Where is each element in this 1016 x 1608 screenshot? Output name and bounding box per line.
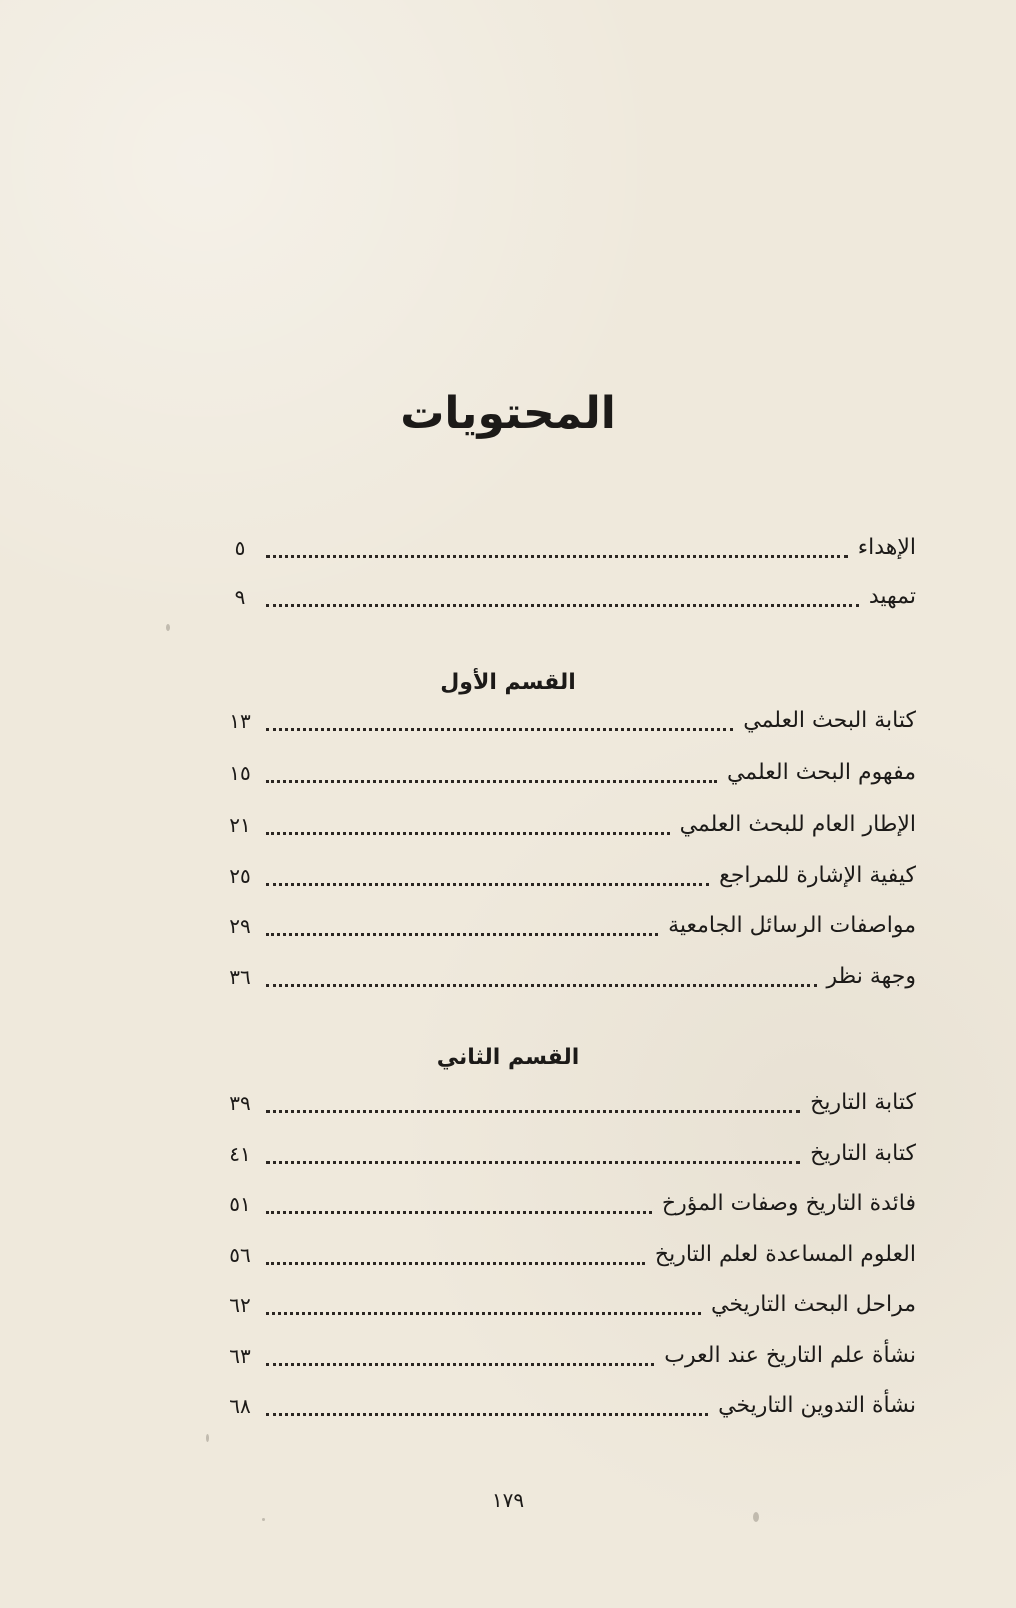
toc-entry[interactable] bbox=[224, 756, 916, 790]
dot-leader bbox=[266, 1310, 701, 1315]
dot-leader bbox=[266, 1411, 708, 1416]
toc-entry[interactable] bbox=[224, 960, 916, 994]
toc-entry-title: فائدة التاريخ وصفات المؤرخ bbox=[661, 1191, 916, 1216]
toc-entry-title: مواصفات الرسائل الجامعية bbox=[668, 913, 916, 938]
dot-leader bbox=[266, 1159, 800, 1164]
toc-entry-title: كيفية الإشارة للمراجع bbox=[719, 863, 916, 888]
section-title: القسم الأول bbox=[440, 670, 576, 695]
dot-leader bbox=[266, 830, 670, 835]
toc-entry[interactable] bbox=[224, 1288, 916, 1322]
paper-speck bbox=[166, 624, 170, 631]
dot-leader bbox=[266, 931, 658, 936]
dot-leader bbox=[266, 778, 717, 783]
toc-entry[interactable] bbox=[224, 704, 916, 738]
dot-leader bbox=[266, 1260, 645, 1265]
toc-entry-page: ٣٦ bbox=[229, 965, 251, 989]
toc-entry-title: كتابة البحث العلمي bbox=[743, 708, 916, 733]
toc-entry[interactable] bbox=[224, 808, 916, 842]
toc-entry[interactable] bbox=[224, 1187, 916, 1221]
dot-leader bbox=[266, 1361, 654, 1366]
toc-entry-page: ٣٩ bbox=[229, 1091, 251, 1115]
toc-entry-title: نشأة علم التاريخ عند العرب bbox=[664, 1343, 916, 1368]
toc-entry-page: ٢١ bbox=[229, 813, 251, 837]
toc-entry-page: ٩ bbox=[234, 585, 246, 609]
dot-leader bbox=[266, 1108, 800, 1113]
dot-leader bbox=[266, 881, 709, 886]
toc-entry-title: نشأة التدوين التاريخي bbox=[718, 1393, 916, 1418]
toc-entry[interactable] bbox=[224, 859, 916, 893]
toc-entry-page: ١٣ bbox=[229, 709, 251, 733]
toc-entry[interactable] bbox=[224, 1137, 916, 1171]
toc-entry[interactable] bbox=[224, 909, 916, 943]
toc-entry-page: ٥ bbox=[234, 536, 246, 560]
page-number: ١٧٩ bbox=[491, 1488, 525, 1512]
toc-entry-title: وجهة نظر bbox=[826, 964, 916, 989]
toc-entry-title: كتابة التاريخ bbox=[810, 1141, 916, 1166]
dot-leader bbox=[266, 726, 733, 731]
toc-entry[interactable] bbox=[224, 580, 916, 614]
page-title: المحتويات bbox=[400, 388, 616, 439]
section-title: القسم الثاني bbox=[436, 1045, 580, 1070]
toc-entry-title: كتابة التاريخ bbox=[810, 1090, 916, 1115]
paper-speck bbox=[206, 1434, 209, 1442]
toc-entry-page: ٢٩ bbox=[229, 914, 251, 938]
toc-entry-title: مراحل البحث التاريخي bbox=[711, 1292, 916, 1317]
paper-speck bbox=[753, 1512, 759, 1522]
toc-entry-title: العلوم المساعدة لعلم التاريخ bbox=[654, 1242, 916, 1267]
toc-entry-page: ٥٦ bbox=[229, 1243, 251, 1267]
toc-entry-page: ٦٣ bbox=[229, 1344, 251, 1368]
toc-entry-page: ٥١ bbox=[229, 1192, 251, 1216]
toc-entry-title: مفهوم البحث العلمي bbox=[726, 760, 916, 785]
toc-entry[interactable] bbox=[224, 1339, 916, 1373]
dot-leader bbox=[266, 602, 859, 607]
toc-entry-title: الإهداء bbox=[857, 535, 916, 560]
toc-entry-title: الإطار العام للبحث العلمي bbox=[679, 812, 916, 837]
toc-entry[interactable] bbox=[224, 1389, 916, 1423]
toc-entry-page: ١٥ bbox=[229, 761, 251, 785]
toc-entry[interactable] bbox=[224, 1238, 916, 1272]
toc-entry-page: ٤١ bbox=[229, 1142, 251, 1166]
toc-entry-page: ٢٥ bbox=[229, 864, 251, 888]
toc-entry-page: ٦٢ bbox=[229, 1293, 251, 1317]
toc-entry-page: ٦٨ bbox=[229, 1394, 251, 1418]
toc-entry[interactable] bbox=[224, 531, 916, 565]
dot-leader bbox=[266, 1209, 652, 1214]
toc-entry[interactable] bbox=[224, 1086, 916, 1120]
toc-entry-title: تمهيد bbox=[868, 584, 916, 609]
dot-leader bbox=[266, 553, 848, 558]
paper-speck bbox=[262, 1518, 265, 1521]
dot-leader bbox=[266, 982, 817, 987]
